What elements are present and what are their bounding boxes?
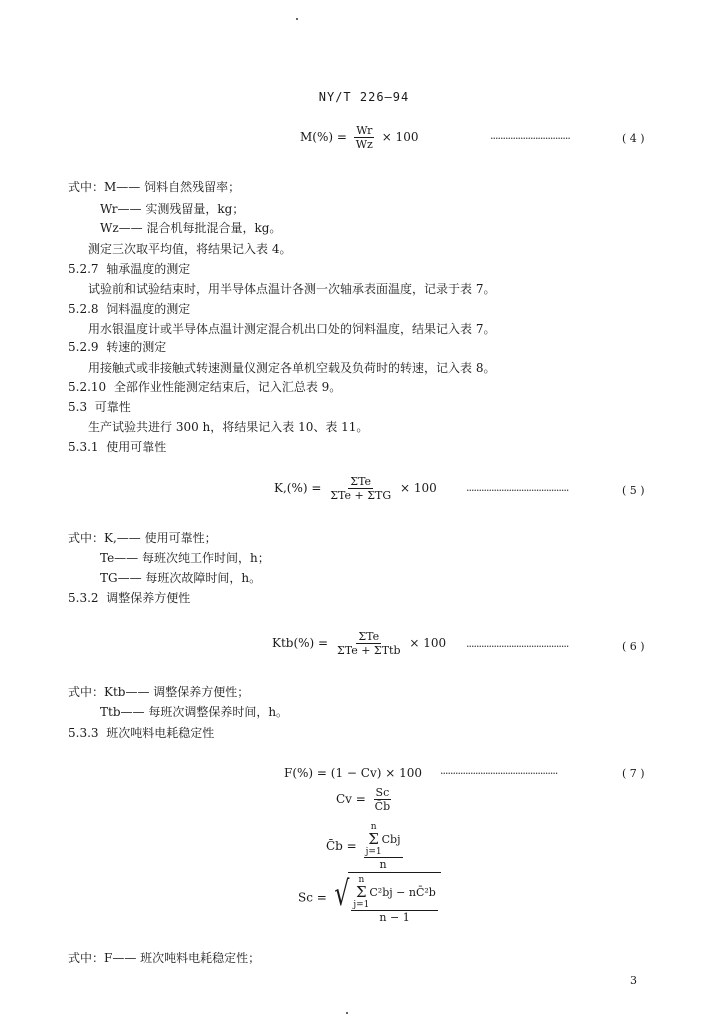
section-5-2-8-text: 用水银温度计或半导体点温计测定混合机出口处的饲料温度，结果记入表 7。 [88, 322, 496, 336]
para-average: 测定三次取平均值，将结果记入表 4。 [88, 242, 292, 256]
sc-radicand [348, 872, 441, 924]
cb-denominator: n [379, 858, 387, 871]
eq6-lhs: Ktb(%) = [272, 636, 329, 650]
eq6-number: ( 6 ) [622, 640, 645, 653]
eq5-lhs: K,(%) = [274, 481, 322, 495]
sum-upper: n [370, 822, 377, 832]
where2-line-1: 式中：K,—— 使用可靠性； [68, 531, 217, 545]
section-5-2-9 [68, 340, 166, 354]
where3-line-1: 式中：Ktb—— 调整保养方便性； [68, 685, 250, 699]
cv-lhs: Cv = [336, 792, 366, 806]
sigma-icon: Σ [368, 830, 379, 848]
equation-cb [326, 822, 406, 871]
scan-speck [346, 1012, 348, 1014]
where2-line-3: TG—— 每班次故障时间，h。 [100, 571, 262, 585]
section-title: 使用可靠性 [106, 440, 167, 454]
section-number: 5.3 [68, 400, 88, 414]
sc-sqrt [331, 872, 441, 924]
where1-line-3: Wz—— 混合机每批混合量，kg。 [100, 221, 282, 235]
section-5-3-3 [68, 726, 214, 740]
sum-upper: n [358, 875, 365, 885]
sigma-icon: Σ [356, 883, 367, 901]
eq4-numerator: Wr [356, 124, 373, 137]
radical-icon: √ [333, 874, 350, 914]
equation-4 [300, 124, 418, 151]
section-5-3-2 [68, 591, 190, 605]
sum-lower: j=1 [365, 847, 382, 857]
section-number: 5.2.8 [68, 302, 99, 316]
section-5-2-7-text: 试验前和试验结束时，用半导体点温计各测一次轴承表面温度，记录于表 7。 [88, 282, 496, 296]
cb-lhs: C̄b = [326, 839, 357, 853]
eq4-leader-dots: ································ [490, 132, 570, 145]
section-number: 5.3.3 [68, 726, 99, 740]
section-number: 5.2.10 [68, 380, 107, 394]
sc-term: C²bj − nC̄²b [369, 886, 436, 899]
eq6-fraction [335, 630, 403, 657]
section-title: 转速的测定 [106, 340, 167, 354]
section-title: 班次吨料电耗稳定性 [106, 726, 215, 740]
section-number: 5.2.7 [68, 262, 99, 276]
section-number: 5.3.1 [68, 440, 99, 454]
eq5-tail: × 100 [399, 481, 437, 495]
equation-6 [272, 630, 446, 657]
where2-line-2: Te—— 每班次纯工作时间，h； [100, 551, 270, 565]
section-5-2-9-text: 用接触式或非接触式转速测量仪测定各单机空载及负荷时的转速，记入表 8。 [88, 361, 496, 375]
cb-numerator [364, 822, 403, 858]
eq5-number: ( 5 ) [622, 484, 645, 497]
eq6-numerator: ΣTe [358, 630, 380, 643]
equation-5 [274, 475, 437, 502]
sc-numerator [351, 875, 438, 911]
sc-lhs: Sc = [298, 890, 327, 905]
cv-numerator: Sc [375, 786, 390, 799]
equation-7-main: F(%) = (1 − Cv) × 100 [284, 766, 423, 780]
section-number: 5.2.9 [68, 340, 99, 354]
section-5-2-8 [68, 302, 190, 316]
where1-line-1: 式中：M—— 饲料自然残留率； [68, 180, 241, 194]
eq7-leader-dots: ··············································· [440, 767, 558, 780]
eq4-number: ( 4 ) [622, 132, 645, 145]
sc-sum-symbol [353, 875, 369, 910]
section-5-2-10 [68, 380, 341, 394]
section-title: 轴承温度的测定 [106, 262, 191, 276]
eq5-fraction [328, 475, 393, 502]
section-title: 全部作业性能测定结束后，记入汇总表 9。 [113, 380, 342, 394]
cv-fraction [373, 786, 392, 813]
cb-fraction [364, 822, 403, 871]
page-number: 3 [630, 974, 637, 987]
section-number: 5.3.2 [68, 591, 99, 605]
equation-sc [298, 872, 441, 924]
eq6-denominator: ΣTe + ΣTtb [336, 644, 401, 657]
where1-line-2: Wr—— 实测残留量，kg； [100, 202, 245, 216]
eq5-numerator: ΣTe [350, 475, 372, 488]
eq7-number: ( 7 ) [622, 767, 645, 780]
document-code-header: NY/T 226—94 [318, 90, 410, 104]
scan-speck [296, 18, 298, 20]
eq5-leader-dots: ········································· [466, 484, 569, 497]
eq4-tail: × 100 [381, 130, 419, 144]
section-5-3-text: 生产试验共进行 300 h，将结果记入表 10、表 11。 [88, 420, 369, 434]
sc-fraction [351, 875, 438, 924]
section-title: 调整保养方便性 [106, 591, 191, 605]
sc-denominator: n − 1 [379, 911, 410, 924]
where3-line-2: Ttb—— 每班次调整保养时间，h。 [100, 705, 289, 719]
eq6-leader-dots: ········································· [466, 640, 569, 653]
section-title: 饲料温度的测定 [106, 302, 191, 316]
section-5-3-1 [68, 440, 166, 454]
eq4-lhs: M(%) = [300, 130, 347, 144]
section-5-2-7 [68, 262, 190, 276]
where4-line-1: 式中：F—— 班次吨料电耗稳定性； [68, 951, 261, 965]
eq6-tail: × 100 [409, 636, 447, 650]
equation-cv [336, 786, 395, 813]
eq4-denominator: Wz [355, 138, 373, 151]
eq4-fraction [354, 124, 375, 151]
section-5-3 [68, 400, 131, 414]
eq5-denominator: ΣTe + ΣTG [330, 489, 392, 502]
sum-lower: j=1 [353, 900, 370, 910]
cb-sum-symbol [366, 822, 382, 857]
section-title: 可靠性 [94, 400, 131, 414]
cv-denominator: C̄b [374, 800, 391, 813]
cb-term: Cbj [381, 833, 401, 846]
